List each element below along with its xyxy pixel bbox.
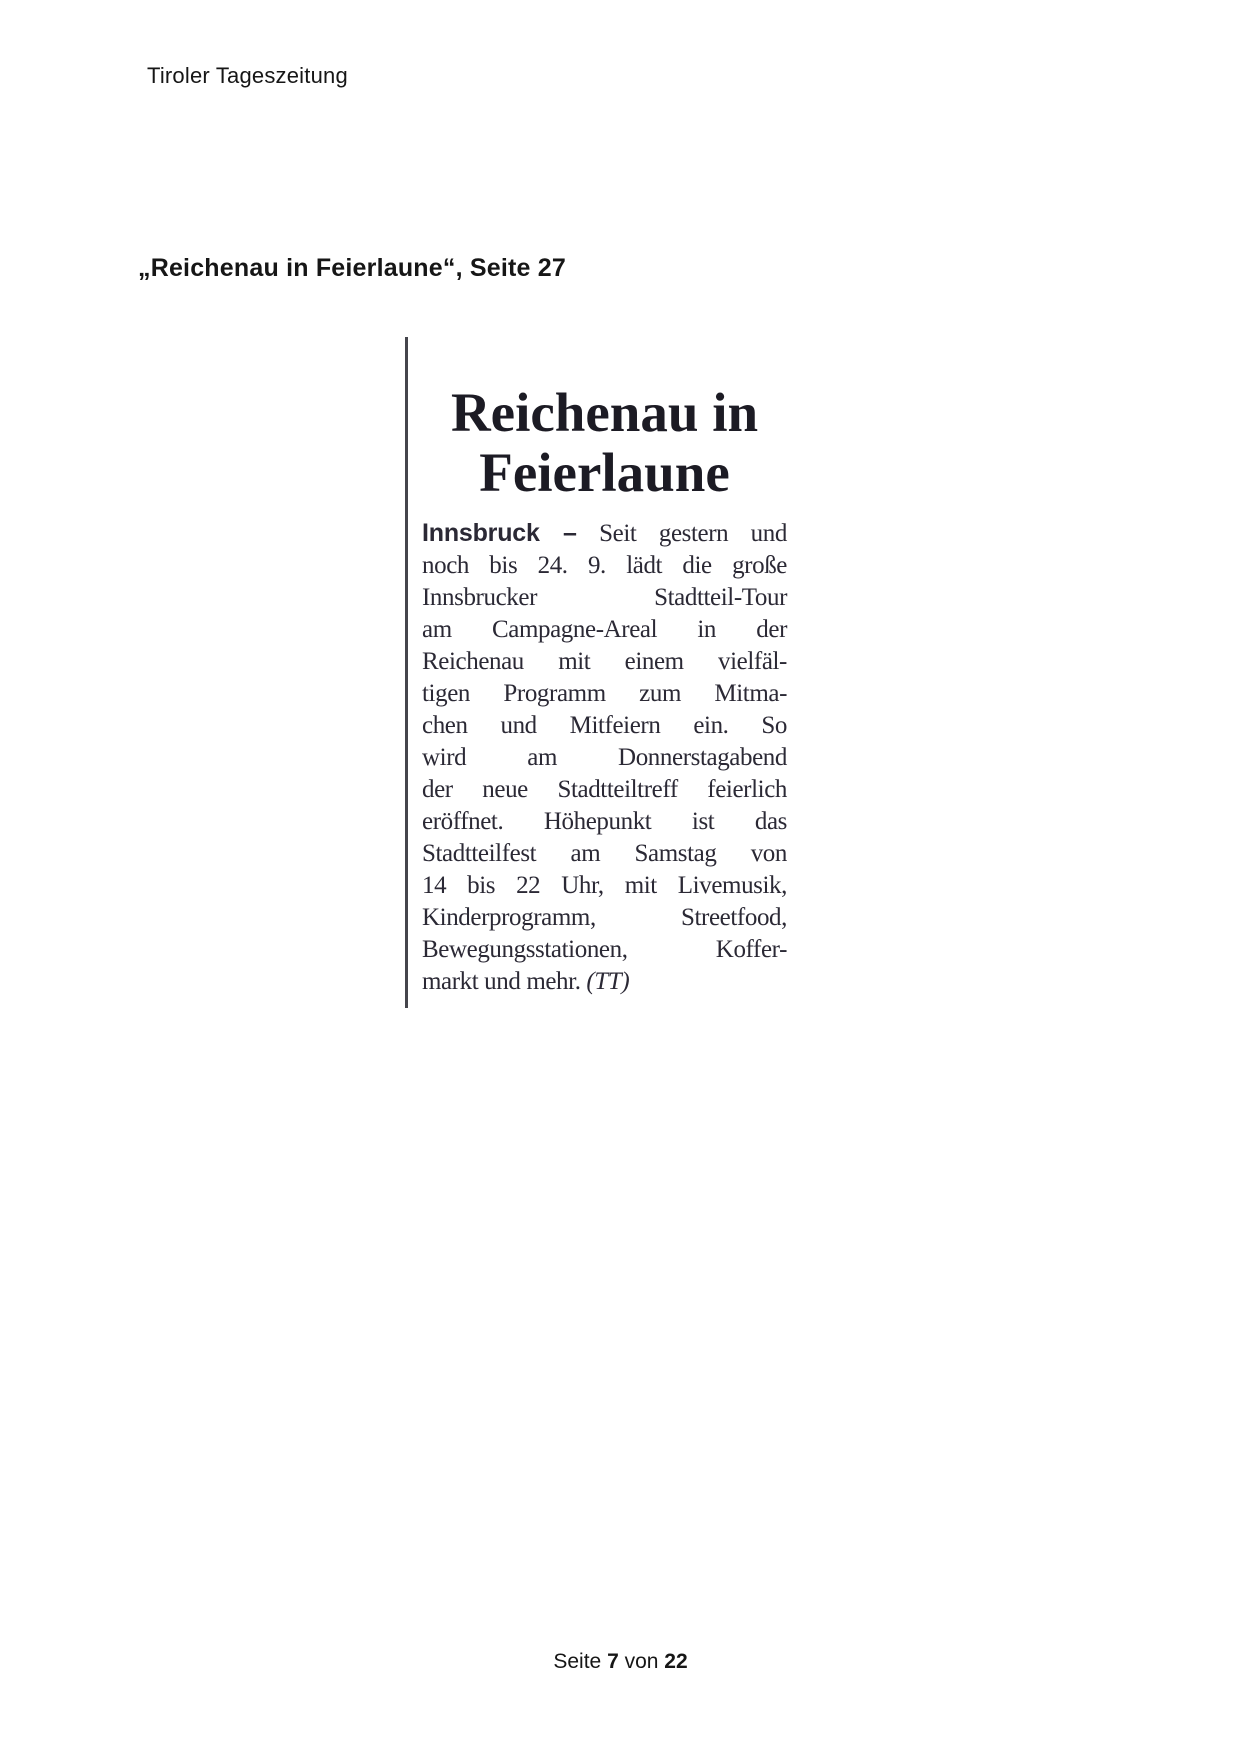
dateline-lead: Innsbruck – <box>422 519 577 547</box>
body-text-segment: eröffnet. Höhepunkt ist das <box>422 808 787 835</box>
headline-line-2: Feierlaune <box>479 442 730 503</box>
body-line <box>422 902 787 934</box>
body-line <box>422 806 787 838</box>
footer-current-page: 7 <box>607 1650 619 1673</box>
body-text-segment: tigen Programm zum Mitma- <box>422 680 787 707</box>
body-text-segment: (TT) <box>586 968 630 995</box>
body-text-segment: Bewegungsstationen, Koffer- <box>422 936 787 963</box>
page-footer <box>0 1650 1241 1674</box>
body-text-segment: Innsbrucker Stadtteil-Tour <box>422 584 787 611</box>
body-line <box>422 550 787 582</box>
body-text-segment: chen und Mitfeiern ein. So <box>422 712 787 739</box>
body-line <box>422 934 787 966</box>
body-line <box>422 966 787 998</box>
body-text-segment: wird am Donnerstagabend <box>422 744 787 771</box>
footer-label-seite: Seite <box>553 1650 602 1673</box>
body-line <box>422 678 787 710</box>
body-line <box>422 838 787 870</box>
article-reference-heading: „Reichenau in Feierlaune“, Seite 27 <box>138 254 566 282</box>
body-text-segment: der neue Stadtteiltreff feierlich <box>422 776 787 803</box>
body-text-segment: 14 bis 22 Uhr, mit Livemusik, <box>422 872 787 899</box>
body-text-segment: markt und mehr. <box>422 968 587 995</box>
clipping-headline <box>422 383 787 503</box>
body-text-segment: noch bis 24. 9. lädt die große <box>422 552 787 579</box>
body-line <box>422 517 787 550</box>
body-line <box>422 742 787 774</box>
body-text-segment: Kinderprogramm, Streetfood, <box>422 904 787 931</box>
body-text-segment: Stadtteilfest am Samstag von <box>422 840 787 867</box>
body-text-segment: Reichenau mit einem vielfäl- <box>422 648 787 675</box>
body-text-segment: am Campagne-Areal in der <box>422 616 787 643</box>
footer-total-pages: 22 <box>664 1650 688 1673</box>
body-line <box>422 582 787 614</box>
headline-line-1: Reichenau in <box>450 382 759 443</box>
body-line <box>422 710 787 742</box>
body-line <box>422 870 787 902</box>
body-line <box>422 774 787 806</box>
footer-label-von: von <box>624 1650 659 1673</box>
clipping-body-text <box>422 517 787 998</box>
publication-name: Tiroler Tageszeitung <box>147 63 348 88</box>
body-line <box>422 614 787 646</box>
newspaper-clipping <box>405 337 787 1008</box>
body-text-segment: Seit gestern und <box>576 520 787 547</box>
body-line <box>422 646 787 678</box>
